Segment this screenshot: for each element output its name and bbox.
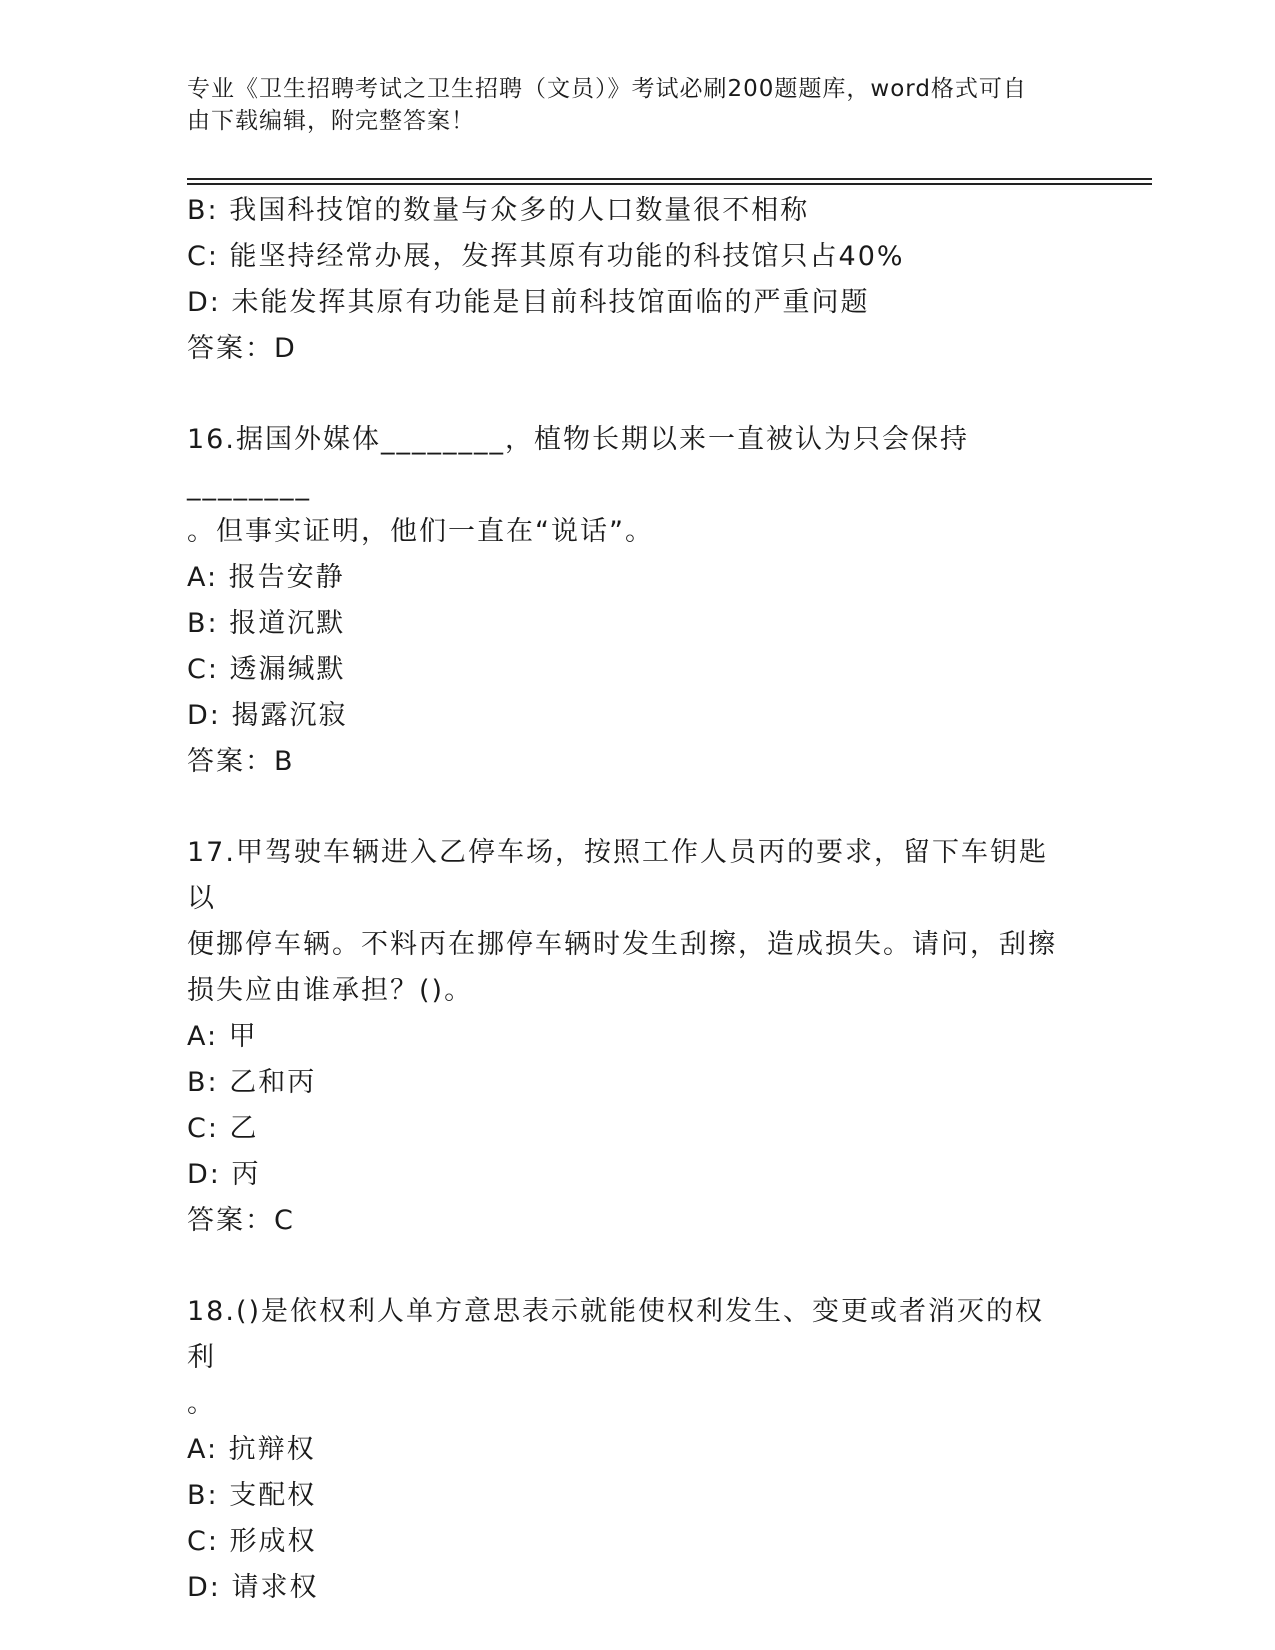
document-header: [187, 73, 1067, 137]
option-a: A: 甲: [187, 1021, 258, 1052]
option-d: D: 未能发挥其原有功能是目前科技馆面临的严重问题: [187, 287, 870, 318]
question-18: [187, 1289, 1067, 1611]
option-a: A: 报告安静: [187, 562, 345, 593]
header-title-line-1: 专业《卫生招聘考试之卫生招聘（文员）》考试必刷200题题库，word格式可自: [187, 76, 1027, 102]
question-15-tail: [187, 188, 1067, 372]
option-b: B: 报道沉默: [187, 608, 346, 639]
question-text-line-2: 。: [187, 1388, 216, 1419]
question-text-line-2: 便挪停车辆。不料丙在挪停车辆时发生刮擦，造成损失。请问，刮擦: [187, 929, 1057, 960]
question-text-line-1: 18.()是依权利人单方意思表示就能使权利发生、变更或者消灭的权利: [187, 1296, 1045, 1373]
option-d: D: 揭露沉寂: [187, 700, 348, 731]
question-17: [187, 830, 1067, 1244]
spacer: [187, 372, 1067, 417]
option-c: C: 形成权: [187, 1526, 317, 1557]
header-divider-top: [187, 178, 1152, 180]
option-c: C: 乙: [187, 1113, 259, 1144]
question-16: [187, 417, 1067, 785]
answer-line: 答案：B: [187, 746, 295, 777]
answer-line: 答案：D: [187, 333, 297, 364]
question-list: [187, 188, 1067, 1611]
header-title-line-2: 由下载编辑，附完整答案！: [187, 108, 475, 134]
option-b: B: 支配权: [187, 1480, 317, 1511]
header-divider-bottom: [187, 183, 1152, 185]
spacer: [187, 1244, 1067, 1289]
option-c: C: 能坚持经常办展，发挥其原有功能的科技馆只占40%: [187, 241, 905, 272]
option-d: D: 请求权: [187, 1572, 319, 1603]
option-d: D: 丙: [187, 1159, 261, 1190]
question-text-line-3: 损失应由谁承担？()。: [187, 975, 474, 1006]
option-b: B: 乙和丙: [187, 1067, 317, 1098]
question-text-line-2: 。但事实证明，他们一直在“说话”。: [187, 516, 654, 547]
option-c: C: 透漏缄默: [187, 654, 346, 685]
question-text-line-1: 17.甲驾驶车辆进入乙停车场，按照工作人员丙的要求，留下车钥匙以: [187, 837, 1048, 914]
option-a: A: 抗辩权: [187, 1434, 316, 1465]
question-text-line-1: 16.据国外媒体________，植物长期以来一直被认为只会保持________: [187, 424, 969, 501]
option-b: B: 我国科技馆的数量与众多的人口数量很不相称: [187, 195, 810, 226]
spacer: [187, 785, 1067, 830]
answer-line: 答案：C: [187, 1205, 295, 1236]
